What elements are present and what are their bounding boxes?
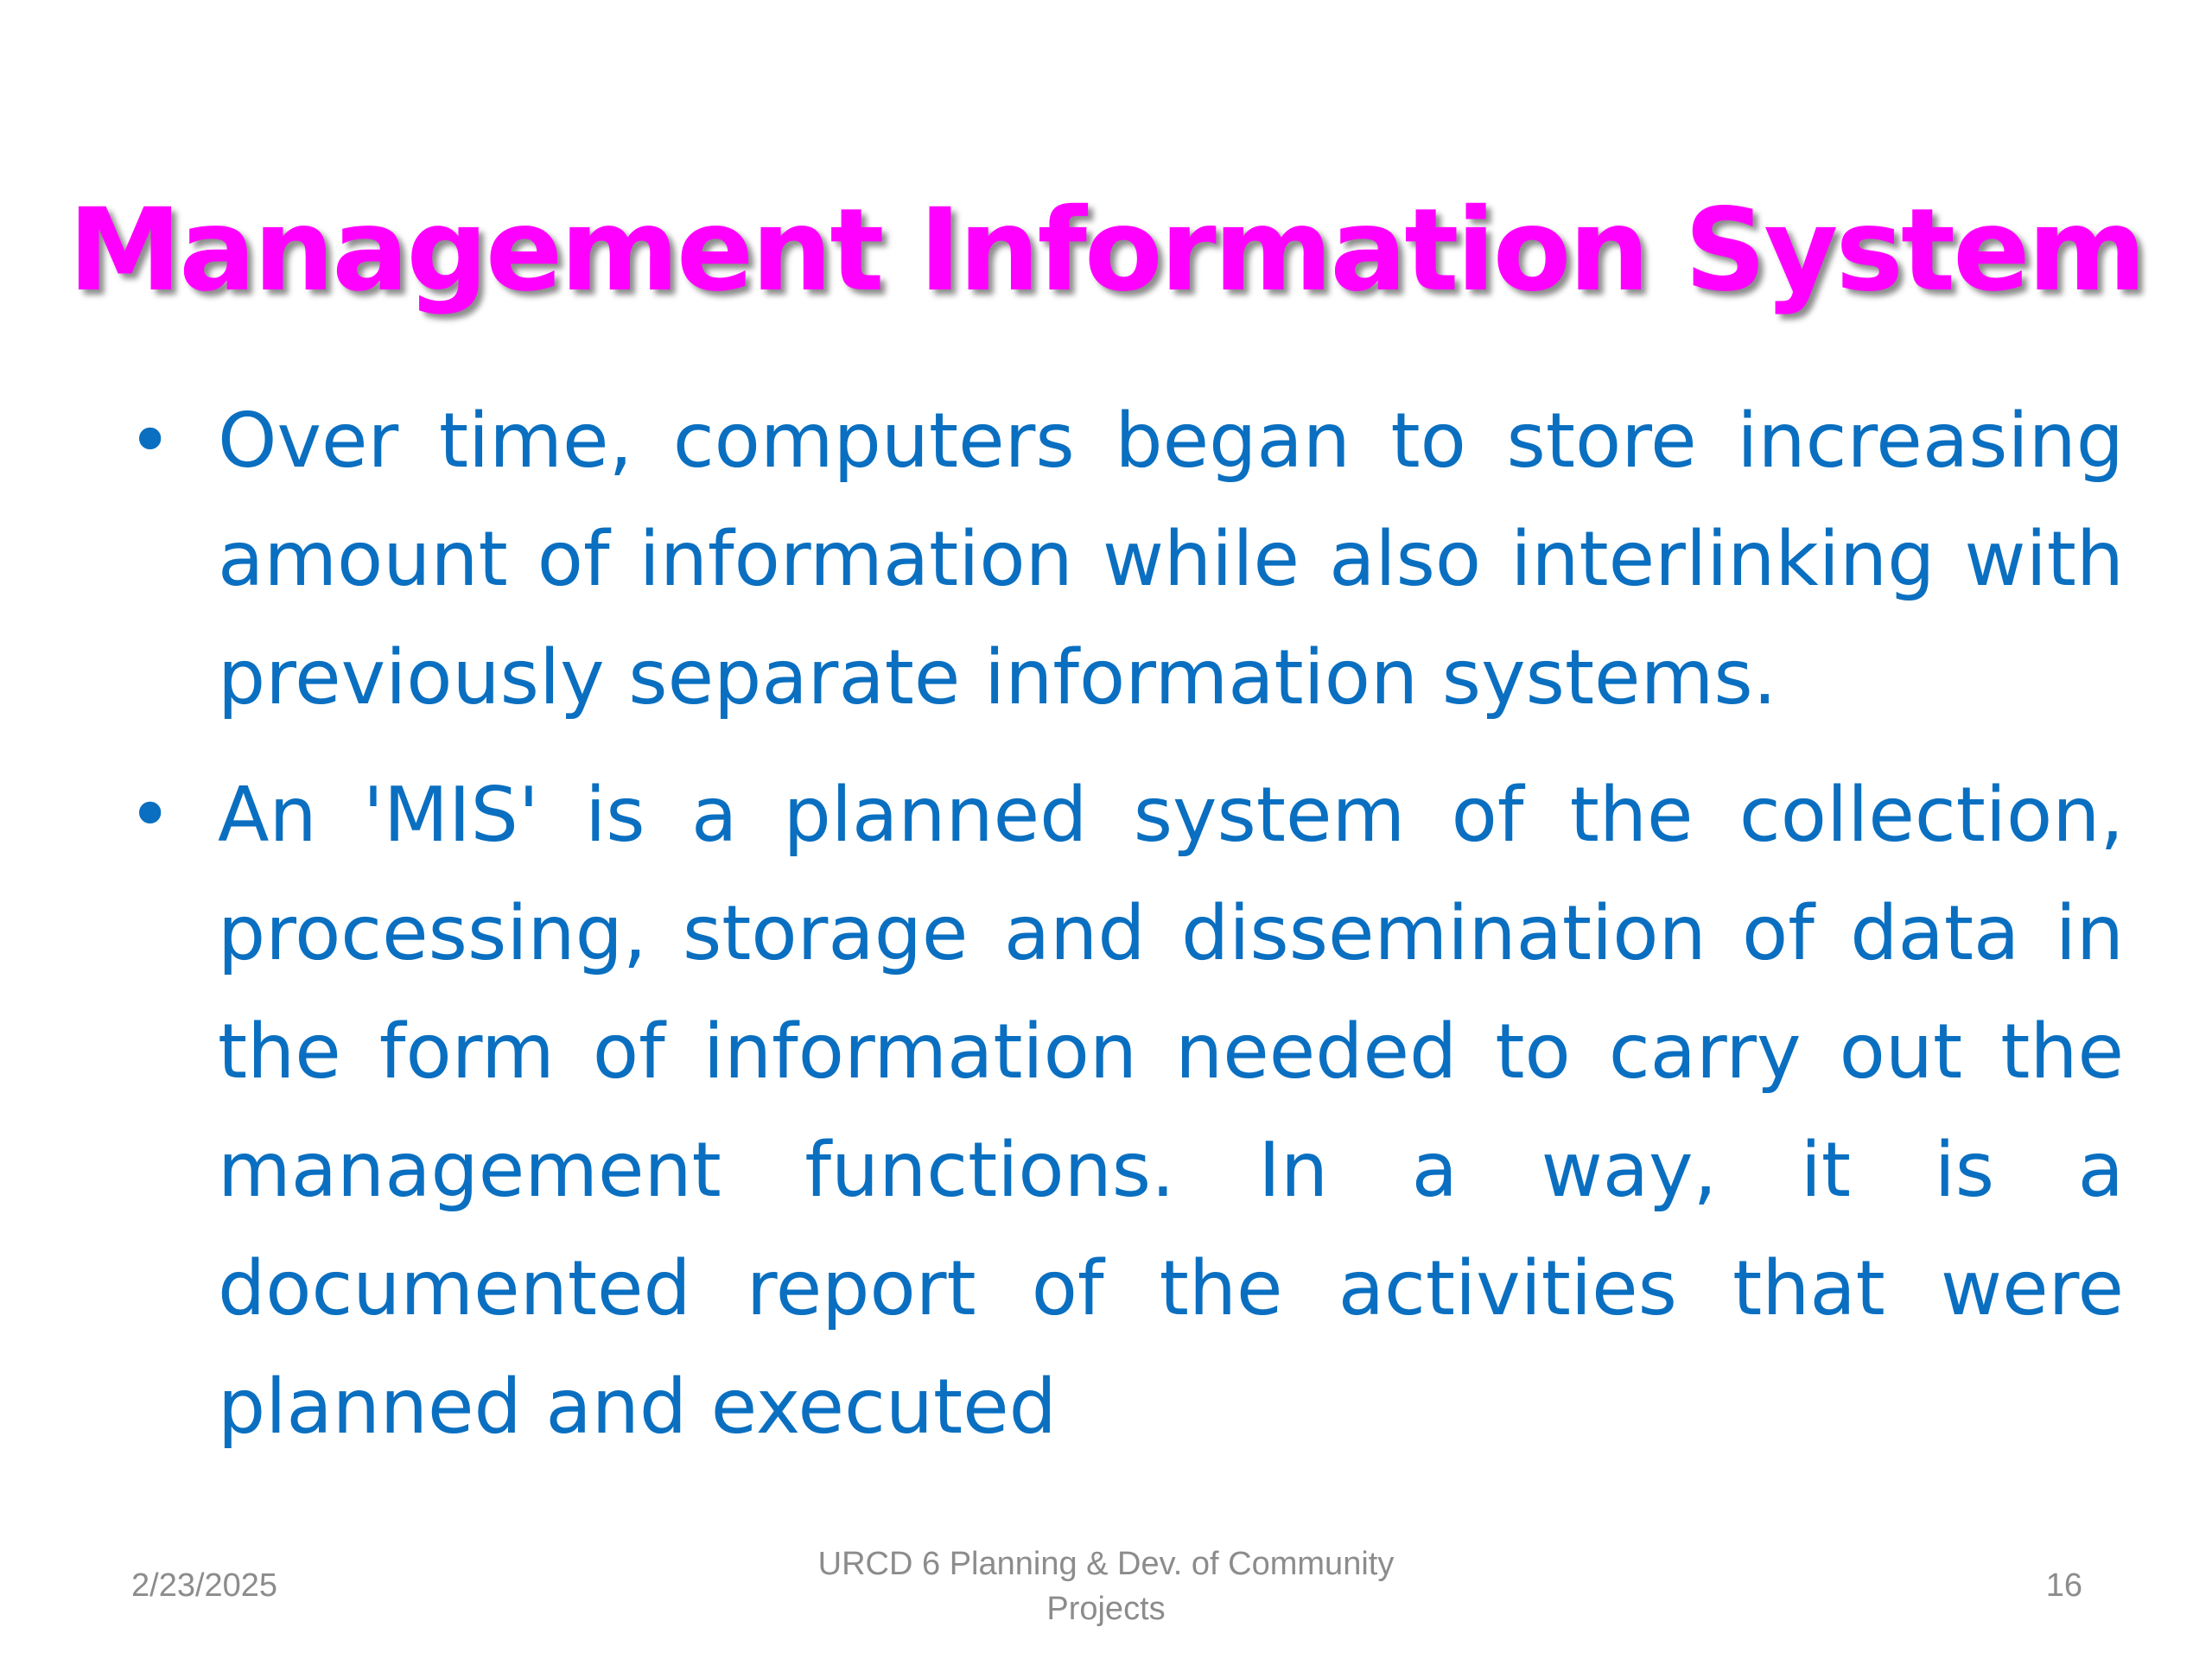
slide-title: Management Information System (67, 184, 2145, 317)
bullet-text: An 'MIS' is a planned system of the collection, processing, storage and dissemination of data in the form of information needed to carry out the management functions. In a way, it is a documented report of the activities that were planned and executed (218, 771, 2124, 1451)
page-number: 16 (2045, 1567, 2082, 1604)
bullet-list (128, 382, 2124, 1485)
bullet-marker: • (128, 397, 173, 485)
bullet-marker: • (128, 771, 173, 859)
bullet-item (128, 756, 2124, 1466)
bullet-text: Over time, computers began to store increasing amount of information while also interlinking with previously separate information systems. (218, 397, 2124, 721)
footer-course-line-2: Projects (1046, 1591, 1166, 1627)
footer-date: 2/23/2025 (131, 1567, 278, 1604)
bullet-item (128, 382, 2124, 737)
footer-course-title (760, 1541, 1452, 1631)
footer-course-line-1: URCD 6 Planning & Dev. of Community (817, 1546, 1395, 1582)
